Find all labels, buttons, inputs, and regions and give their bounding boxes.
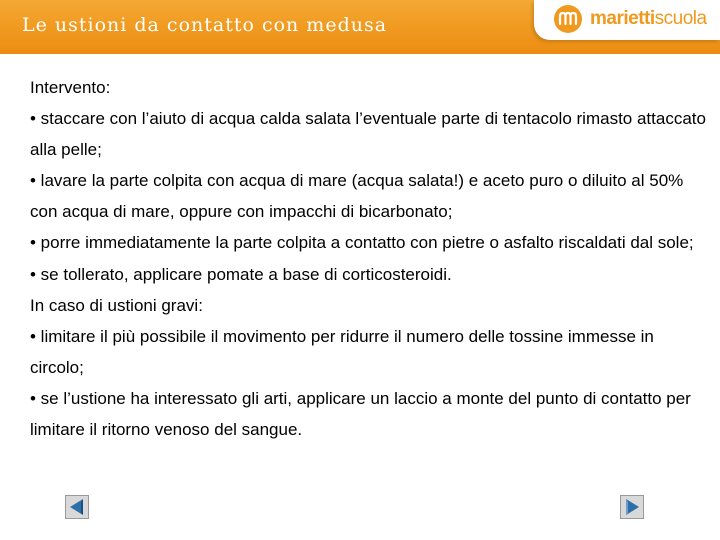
logo-brand-bold: marietti [590, 8, 655, 29]
previous-slide-button[interactable] [65, 495, 89, 519]
intro-label: Intervento [30, 78, 106, 97]
next-slide-button[interactable] [620, 495, 644, 519]
bullet-item: • staccare con l’aiuto di acqua calda salata l’eventuale parte di tentacolo rimasto attaccato alla pelle; [30, 109, 706, 160]
arrow-right-icon [621, 496, 643, 518]
bullet-item: • se tollerato, applicare pomate a base di corticosteroidi. [30, 264, 452, 284]
logo-wordmark [590, 8, 707, 30]
bullet-item: • lavare la parte colpita con acqua di mare (acqua salata!) e aceto puro o diluito al 50% con acqua di mare, oppure con impacchi di bicarbonato; [30, 171, 684, 222]
header-bar [0, 0, 720, 54]
bullet-item: • porre immediatamente la parte colpita a contatto con pietre o asfalto riscaldati dal sole; [30, 233, 694, 253]
slide-body [30, 72, 710, 445]
logo-brand-light: scuola [654, 8, 707, 29]
intro-line [30, 72, 710, 103]
severe-heading: In caso di ustioni gravi: [30, 295, 203, 315]
slide-title: Le ustioni da contatto con medusa [22, 14, 388, 36]
publisher-logo [534, 0, 720, 40]
marietti-logo-icon [554, 5, 582, 33]
bullet-item: • se l’ustione ha interessato gli arti, applicare un laccio a monte del punto di contatto per limitare il ritorno venoso del sangue. [30, 388, 691, 440]
intro-colon: : [105, 78, 111, 97]
bullet-item: • limitare il più possibile il movimento per ridurre il numero delle tossine immesse in circolo; [30, 326, 654, 377]
arrow-left-icon [66, 496, 88, 518]
